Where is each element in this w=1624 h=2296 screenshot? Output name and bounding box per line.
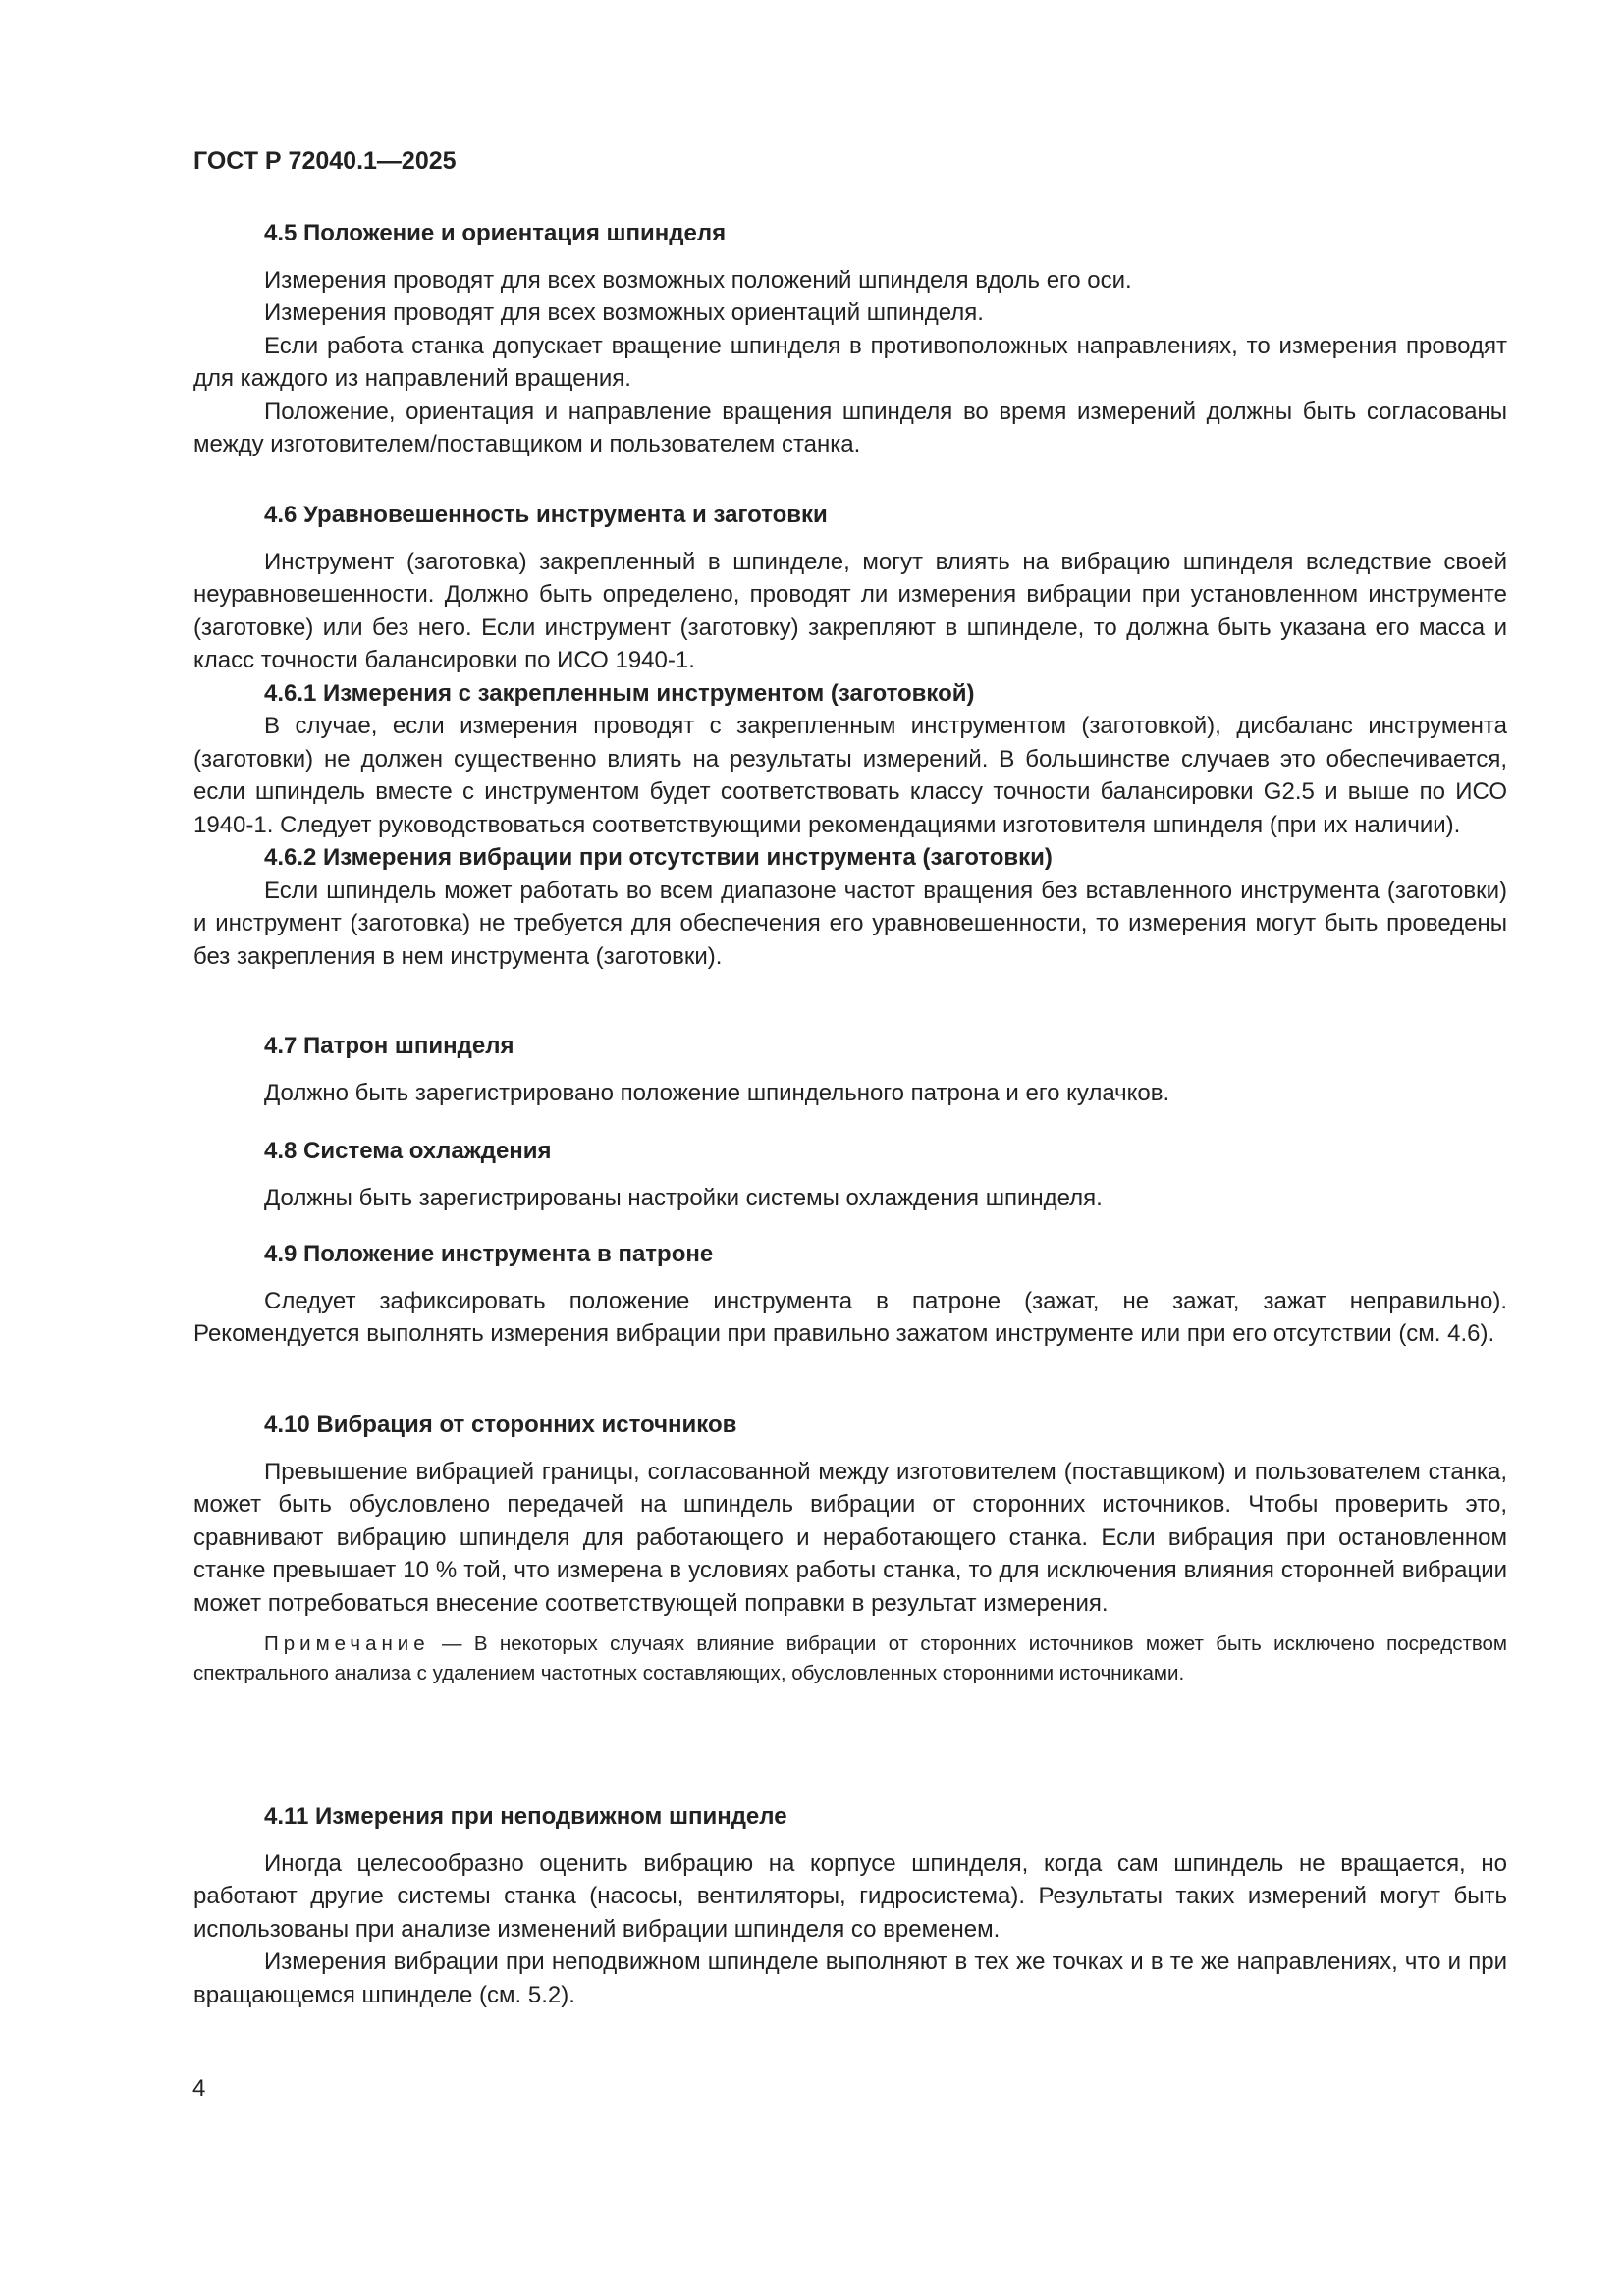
document-standard-id: ГОСТ Р 72040.1—2025 [193,147,457,175]
section-4-11 [193,1800,1507,2011]
section-4-9 [193,1238,1507,1351]
paragraph: Если шпиндель может работать во всем диапазоне частот вращения без вставленного инструмента (заготовки) и инструмент (заготовка) не требуется для обеспечения его уравновешенности, то измерения могут быть проведены без закрепления в нем инструмента (заготовки). [193,877,1507,970]
paragraph: Измерения проводят для всех возможных ориентаций шпинделя. [264,299,984,326]
note-text: — В некоторых случаях влияние вибрации от сторонних источников может быть исключено посредством спектрального анализа с удалением частотных составляющих, обусловленных сторонними источниками. [193,1632,1507,1684]
section-heading: 4.6 Уравновешенность инструмента и заготовки [264,502,828,528]
paragraph: Превышение вибрацией границы, согласованной между изготовителем (поставщиком) и пользователем станка, может быть обусловлено передачей на шпиндель вибрации от сторонних источников. Чтобы проверить это, сравнивают вибрацию шпинделя для работающего и неработающего станка. Если вибрация при остановленном станке превышает 10 % той, что измерена в условиях работы станка, то для исключения влияния сторонней вибрации может потребоваться внесение соответствующей поправки в результат измерения. [193,1458,1507,1617]
section-heading: 4.10 Вибрация от сторонних источников [264,1412,737,1438]
paragraph: Должны быть зарегистрированы настройки системы охлаждения шпинделя. [264,1184,1103,1211]
subsection-heading: 4.6.2 Измерения вибрации при отсутствии инструмента (заготовки) [264,844,1053,871]
section-heading: 4.8 Система охлаждения [264,1138,552,1164]
section-4-10 [193,1409,1507,1688]
section-4-5 [193,217,1507,461]
paragraph: Измерения вибрации при неподвижном шпинделе выполняют в тех же точках и в те же направлениях, что и при вращающемся шпинделе (см. 5.2). [193,1949,1507,2008]
section-4-8 [193,1135,1507,1214]
paragraph: Если работа станка допускает вращение шпинделя в противоположных направлениях, то измерения проводят для каждого из направлений вращения. [193,332,1507,392]
paragraph: Инструмент (заготовка) закрепленный в шпинделе, могут влиять на вибрацию шпинделя вследствие своей неуравновешенности. Должно быть определено, проводят ли измерения вибрации при установленном инструменте (заготовке) или без него. Если инструмент (заготовку) закрепляют в шпинделе, то должна быть указана его масса и класс точности балансировки по ИСО 1940-1. [193,548,1507,673]
paragraph: Иногда целесообразно оценить вибрацию на корпусе шпинделя, когда сам шпиндель не вращается, но работают другие системы станка (насосы, вентиляторы, гидросистема). Результаты таких измерений могут быть использованы при анализе изменений вибрации шпинделя со временем. [193,1849,1507,1943]
section-4-6 [193,499,1507,973]
section-heading: 4.7 Патрон шпинделя [264,1033,514,1059]
paragraph: Измерения проводят для всех возможных положений шпинделя вдоль его оси. [264,266,1132,294]
paragraph: Следует зафиксировать положение инструмента в патроне (зажат, не зажат, зажат неправильно). Рекомендуется выполнять измерения вибрации при правильно зажатом инструменте или при его отсутствии (см. 4.6). [193,1287,1507,1347]
note-label: Примечание [264,1632,430,1655]
section-heading: 4.11 Измерения при неподвижном шпинделе [264,1803,787,1830]
note [193,1629,1507,1688]
paragraph: Положение, ориентация и направление вращения шпинделя во время измерений должны быть согласованы между изготовителем/поставщиком и пользователем станка. [193,398,1507,457]
section-heading: 4.9 Положение инструмента в патроне [264,1241,714,1267]
page-number: 4 [192,2075,206,2102]
paragraph: Должно быть зарегистрировано положение шпиндельного патрона и его кулачков. [264,1079,1170,1106]
paragraph: В случае, если измерения проводят с закрепленным инструментом (заготовкой), дисбаланс инструмента (заготовки) не должен существенно влиять на результаты измерений. В большинстве случаев это обеспечивается, если шпиндель вместе с инструментом будет соответствовать классу точности балансировки G2.5 и выше по ИСО 1940-1. Следует руководствоваться соответствующими рекомендациями изготовителя шпинделя (при их наличии). [193,713,1507,838]
section-4-7 [193,1030,1507,1109]
subsection-heading: 4.6.1 Измерения с закрепленным инструментом (заготовкой) [264,679,975,707]
section-heading: 4.5 Положение и ориентация шпинделя [264,220,727,246]
